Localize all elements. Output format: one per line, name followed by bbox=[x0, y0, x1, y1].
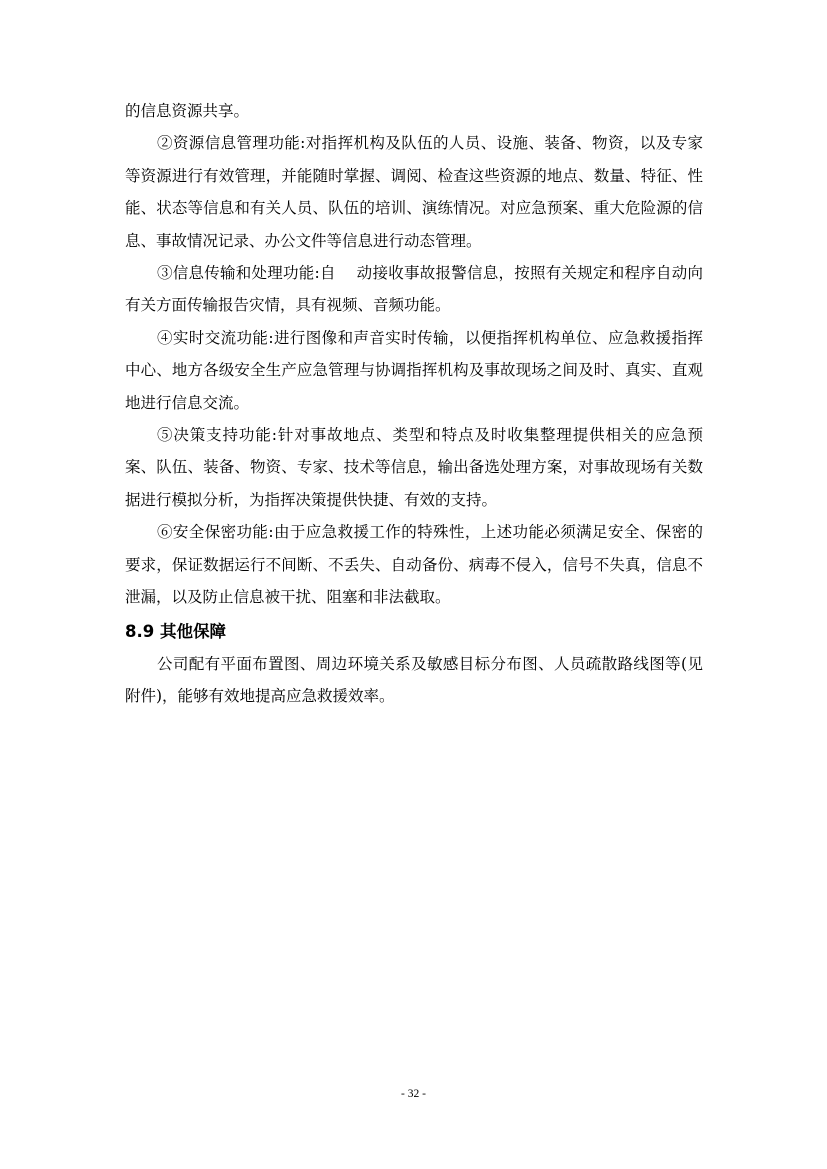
page-number: - 32 - bbox=[401, 1088, 426, 1100]
paragraph-info-transmission: ③信息传输和处理功能:自 动接收事故报警信息，按照有关规定和程序自动向有关方面传输报告灾情，具有视频、音频功能。 bbox=[125, 264, 703, 315]
paragraph-realtime-communication: ④实时交流功能:进行图像和声音实时传输，以便指挥机构单位、应急救援指挥中心、地方各级安全生产应急管理与协调指挥机构及事故现场之间及时、真实、直观地进行信息交流。 bbox=[125, 328, 703, 412]
paragraph-security-confidentiality: ⑥安全保密功能:由于应急救援工作的特殊性，上述功能必须满足安全、保密的要求，保证数据运行不间断、不丢失、自动备份、病毒不侵入，信号不失真，信息不泄漏，以及防止信息被干扰、阻塞和非法截取。 bbox=[125, 523, 703, 607]
paragraph-resource-management: ②资源信息管理功能:对指挥机构及队伍的人员、设施、装备、物资，以及专家等资源进行有效管理，并能随时掌握、调阅、检查这些资源的地点、数量、特征、性能、状态等信息和有关人员、队伍的培训、演练情况。对应急预案、重大危险源的信息、事故情况记录、办公文件等信息进行动态管理。 bbox=[125, 134, 703, 250]
section-heading: 8.9 其他保障 bbox=[125, 621, 226, 641]
paragraph-continuation: 的信息资源共享。 bbox=[125, 102, 250, 120]
paragraph-decision-support: ⑤决策支持功能:针对事故地点、类型和特点及时收集整理提供相关的应急预案、队伍、装备、物资、专家、技术等信息，输出备选处理方案，对事故现场有关数据进行模拟分析，为指挥决策提供快捷、有效的支持。 bbox=[125, 426, 703, 509]
page-body bbox=[125, 95, 703, 712]
paragraph-other-support: 公司配有平面布置图、周边环境关系及敏感目标分布图、人员疏散路线图等(见附件)，能够有效地提高应急救援效率。 bbox=[125, 654, 703, 705]
